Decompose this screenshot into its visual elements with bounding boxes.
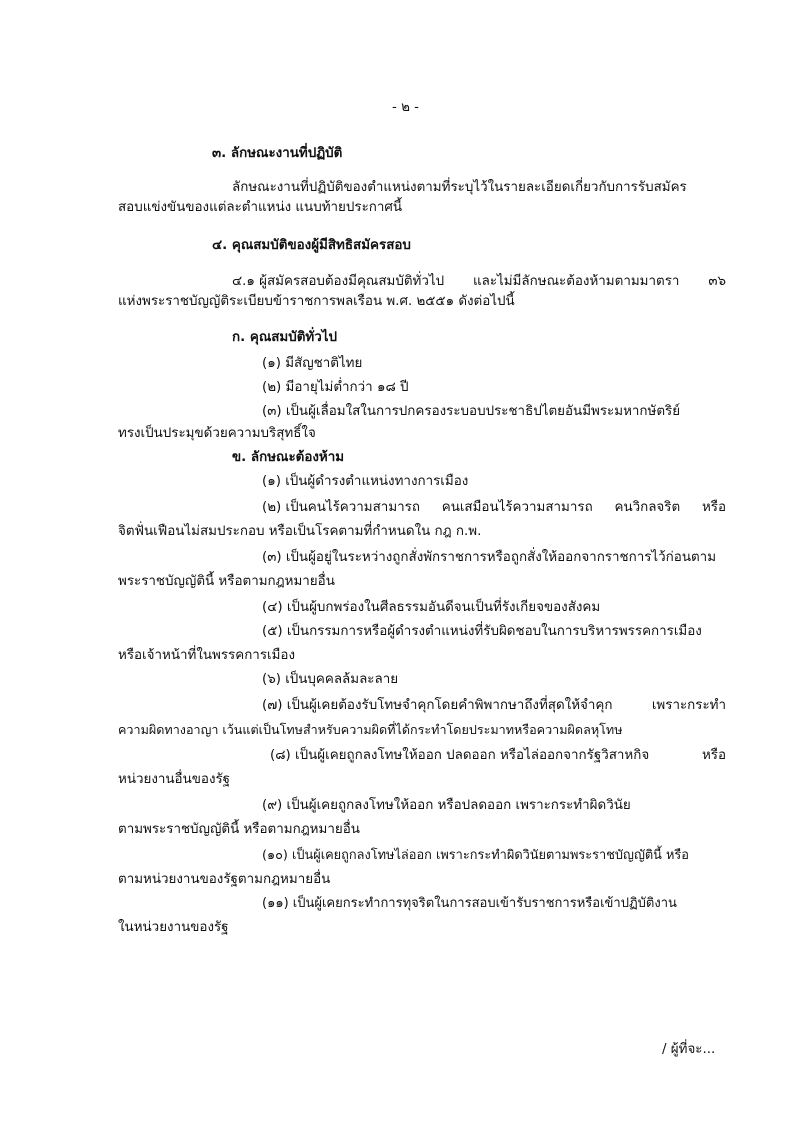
general-item-3-line1: (๓) เป็นผู้เลื่อมใสในการปกครองระบอบประชาธิปไตยอันมีพระมหากษัตริย์: [262, 404, 681, 419]
section-4-heading: ๔. คุณสมบัติของผู้มีสิทธิสมัครสอบ: [212, 238, 411, 253]
prohibited-item-2-line1: [262, 498, 726, 518]
prohibited-item-5-line1: (๕) เป็นกรรมการหรือผู้ดำรงตำแหน่งที่รับผิดชอบในการบริหารพรรคการเมือง: [262, 624, 702, 639]
prohibited-item-2-line2: จิตฟั่นเฟือนไม่สมประกอบ หรือเป็นโรคตามที่กำหนดใน กฎ ก.พ.: [118, 524, 482, 539]
prohibited-item-2-part3: คนวิกลจริต: [614, 500, 681, 515]
prohibited-item-8-line1: [270, 746, 726, 766]
section-3-heading: ๓. ลักษณะงานที่ปฏิบัติ: [212, 146, 343, 161]
prohibited-item-1: (๑) เป็นผู้ดำรงตำแหน่งทางการเมือง: [262, 474, 469, 489]
prohibited-item-2-part1: (๒) เป็นคนไร้ความสามารถ: [262, 500, 420, 515]
prohibited-item-7-line1: [262, 696, 726, 716]
prohibited-item-8-part1: (๘) เป็นผู้เคยถูกลงโทษให้ออก ปลดออก หรือไล่ออกจากรัฐวิสาหกิจ: [270, 748, 650, 763]
section-4-1-part1: ๔.๑ ผู้สมัครสอบต้องมีคุณสมบัติทั่วไป: [232, 274, 445, 289]
general-item-1: (๑) มีสัญชาติไทย: [262, 356, 363, 371]
prohibited-item-10-line2: ตามหน่วยงานของรัฐตามกฎหมายอื่น: [118, 872, 331, 887]
prohibited-item-6: (๖) เป็นบุคคลล้มละลาย: [262, 672, 399, 687]
continuation-marker: / ผู้ที่จะ...: [662, 1042, 716, 1057]
prohibited-item-11-line1: (๑๑) เป็นผู้เคยกระทำการทุจริตในการสอบเข้ารับราชการหรือเข้าปฏิบัติงาน: [262, 896, 677, 911]
prohibited-item-11-line2: ในหน่วยงานของรัฐ: [118, 920, 229, 935]
prohibited-item-2-part4: หรือ: [701, 500, 726, 515]
prohibited-item-2-part2: คนเสมือนไร้ความสามารถ: [441, 500, 593, 515]
section-4-1-part2: และไม่มีลักษณะต้องห้ามตามมาตรา: [473, 274, 680, 289]
general-item-3-line2: ทรงเป็นประมุขด้วยความบริสุทธิ์ใจ: [118, 426, 316, 441]
section-3-body-line2: สอบแข่งขันของแต่ละตำแหน่ง แนบท้ายประกาศนี้: [118, 200, 403, 215]
prohibited-item-7-line2: ความผิดทางอาญา เว้นแต่เป็นโทษสำหรับความผิดที่ได้กระทำโดยประมาทหรือความผิดลหุโทษ: [118, 722, 623, 737]
prohibited-heading: ข. ลักษณะต้องห้าม: [232, 450, 345, 465]
prohibited-item-3-line2: พระราชบัญญัตินี้ หรือตามกฎหมายอื่น: [118, 574, 335, 589]
prohibited-item-9-line2: ตามพระราชบัญญัตินี้ หรือตามกฎหมายอื่น: [118, 822, 360, 837]
prohibited-item-7-part1: (๗) เป็นผู้เคยต้องรับโทษจำคุกโดยคำพิพากษาถึงที่สุดให้จำคุก: [262, 698, 613, 713]
prohibited-item-3-line1: (๓) เป็นผู้อยู่ในระหว่างถูกสั่งพักราชการหรือถูกสั่งให้ออกจากราชการไว้ก่อนตาม: [262, 550, 717, 565]
prohibited-item-10-line1: (๑๐) เป็นผู้เคยถูกลงโทษไล่ออก เพราะกระทำผิดวินัยตามพระราชบัญญัตินี้ หรือ: [262, 848, 689, 863]
page-number: - ๒ -: [392, 100, 420, 115]
section-3-body-line1: ลักษณะงานที่ปฏิบัติของตำแหน่งตามที่ระบุไว้ในรายละเอียดเกี่ยวกับการรับสมัคร: [232, 180, 687, 195]
prohibited-item-9-line1: (๙) เป็นผู้เคยถูกลงโทษให้ออก หรือปลดออก เพราะกระทำผิดวินัย: [262, 798, 631, 813]
section-4-1-part3: ๓๖: [708, 274, 726, 289]
prohibited-item-7-part2: เพราะกระทำ: [651, 698, 726, 713]
section-4-1-line1: [232, 272, 726, 292]
prohibited-item-8-line2: หน่วยงานอื่นของรัฐ: [118, 772, 231, 787]
prohibited-item-8-part2: หรือ: [701, 748, 726, 763]
section-4-1-line2: แห่งพระราชบัญญัติระเบียบข้าราชการพลเรือน พ.ศ. ๒๕๕๑ ดังต่อไปนี้: [118, 294, 515, 309]
general-item-2: (๒) มีอายุไม่ต่ำกว่า ๑๘ ปี: [262, 380, 409, 395]
prohibited-item-4: (๔) เป็นผู้บกพร่องในศีลธรรมอันดีจนเป็นที่รังเกียจของสังคม: [262, 600, 601, 615]
prohibited-item-5-line2: หรือเจ้าหน้าที่ในพรรคการเมือง: [118, 648, 295, 663]
general-qualifications-heading: ก. คุณสมบัติทั่วไป: [232, 330, 338, 345]
